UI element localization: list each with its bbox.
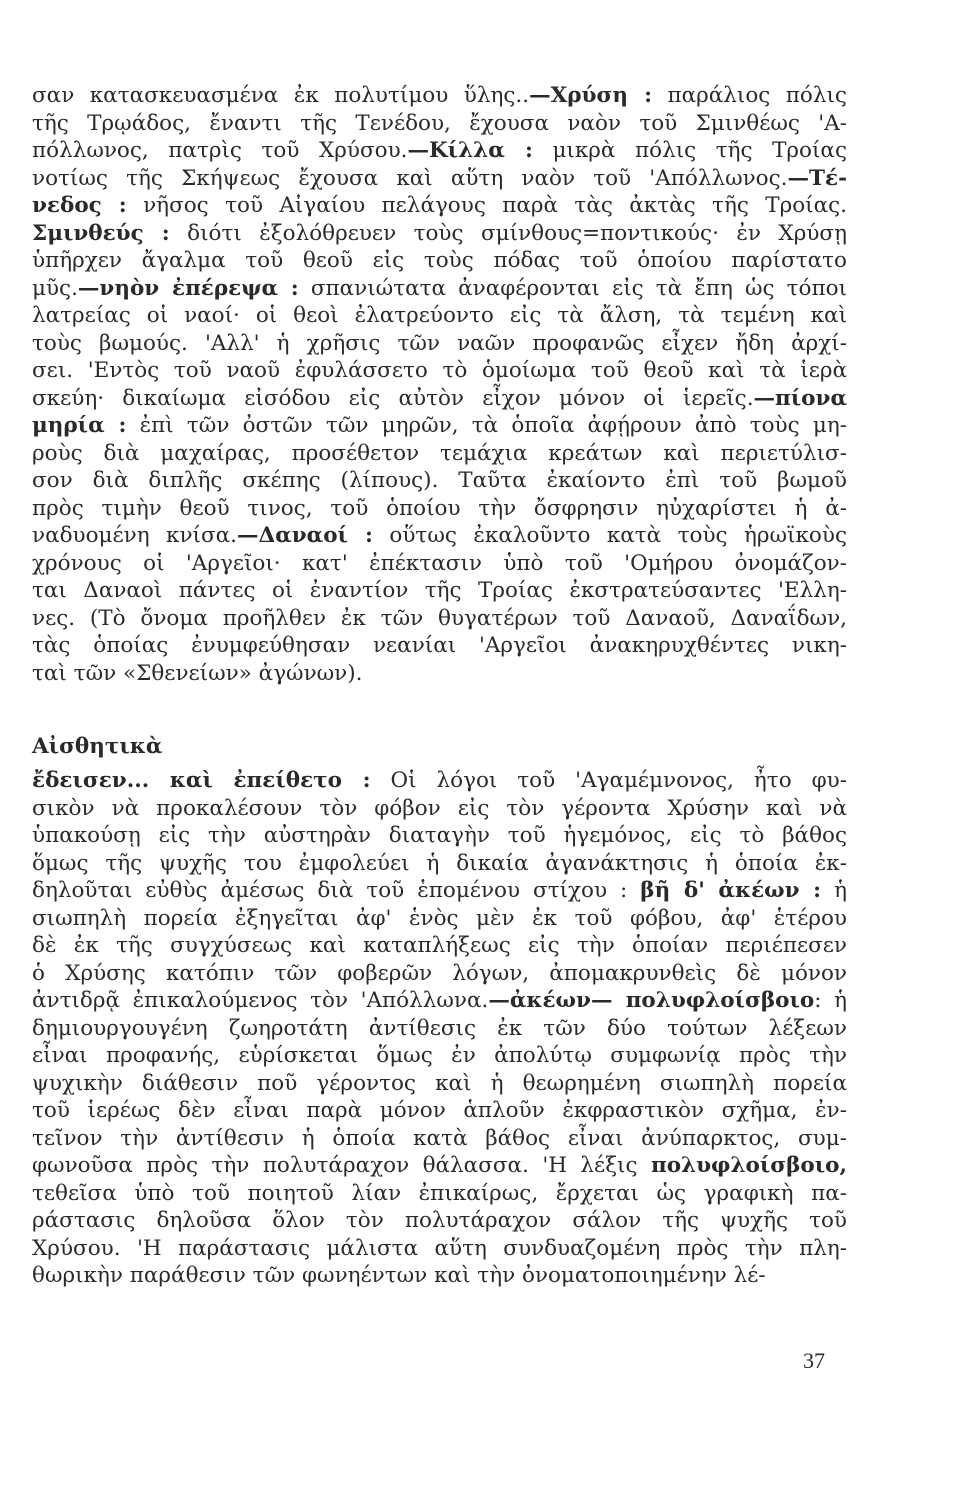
bold-term: ἔδεισεν... καὶ ἐπείθετο : <box>32 768 371 793</box>
bold-term: βῆ δ' ἀκέων : <box>640 878 822 903</box>
bold-term: μηρία : <box>32 413 127 438</box>
line-text: οὕτως ἐκαλοῦντο κατὰ τοὺς ἡρωϊκοὺς <box>372 523 847 548</box>
text-line <box>32 110 847 138</box>
text-line <box>32 275 847 303</box>
paragraph-aesthetics <box>32 767 847 1290</box>
line-text: ροὺς διὰ μαχαίρας, προσέθετον τεμάχια κρεάτων καὶ περιετύλισ- <box>32 440 847 466</box>
text-line <box>32 1097 847 1125</box>
line-text: νοτίως τῆς Σκήψεως ἔχουσα καὶ αὕτη ναὸν τοῦ 'Απόλλωνος. <box>32 165 788 191</box>
text-line <box>32 960 847 988</box>
line-text: σον διὰ διπλῆς σκέπης (λίπους). Ταῦτα ἐκαίοντο ἐπὶ τοῦ βωμοῦ <box>32 468 847 493</box>
text-line <box>32 1207 847 1235</box>
line-text: ταὶ τῶν «Σθενείων» ἀγώνων). <box>32 660 363 686</box>
text-line <box>32 440 847 468</box>
text-line <box>32 1042 847 1070</box>
text-line <box>32 1125 847 1153</box>
text-line <box>32 82 847 110</box>
line-text: τῆς Τρῳάδος, ἔναντι τῆς Τενέδου, ἔχουσα ναὸν τοῦ Σμινθέως 'Α- <box>32 110 847 136</box>
text-line <box>32 1235 847 1263</box>
line-text: ἡ <box>821 878 847 903</box>
bold-term: —Χρύση : <box>529 83 653 108</box>
text-line <box>32 330 847 358</box>
text-line <box>32 822 847 850</box>
bold-term: Σμινθεύς : <box>32 220 170 246</box>
line-text: τεῖνον τὴν ἀντίθεσιν ἡ ὁποία κατὰ βάθος εἶναι ἀνύπαρκτος, συμ- <box>32 1125 847 1151</box>
line-text: λατρείας οἱ ναοί· οἱ θεοὶ ἐλατρεύοντο εἰς τὰ ἄλση, τὰ τεμένη καὶ <box>32 303 847 328</box>
text-line <box>32 795 847 823</box>
text-line <box>32 165 847 193</box>
line-text: διότι ἐξολόθρευεν τοὺς σμίνθους=ποντικούς· ἐν Χρύσῃ <box>169 220 847 246</box>
text-line <box>32 137 847 165</box>
line-text: νῆσος τοῦ Αἰγαίου πελάγους παρὰ τὰς ἀκτὰς τῆς Τροίας. <box>126 193 847 218</box>
line-text: Οἱ λόγοι τοῦ 'Αγαμέμνονος, ἦτο φυ- <box>370 768 847 793</box>
text-line <box>32 302 847 330</box>
line-text: θωρικὴν παράθεσιν τῶν φωνηέντων καὶ τὴν ὀνοματοποιημένην λέ- <box>32 1263 766 1288</box>
line-text: πόλλωνος, πατρὶς τοῦ Χρύσου. <box>32 138 408 163</box>
line-text: φωνοῦσα πρὸς τὴν πολυτάραχον θάλασσα. 'Η λέξις <box>32 1153 651 1178</box>
text-line <box>32 385 847 413</box>
text-line <box>32 660 847 688</box>
bold-term: πολυφλοίσβοιο, <box>650 1153 847 1178</box>
line-text: μῦς. <box>32 275 78 301</box>
text-line <box>32 550 847 578</box>
text-line <box>32 605 847 633</box>
line-text: δημιουργουγένη ζωηροτάτη ἀντίθεσις ἐκ τῶν δύο τούτων λέξεων <box>32 1015 847 1041</box>
text-line <box>32 987 847 1015</box>
line-text: σαν κατασκευασμένα ἐκ πολυτίμου ὕλης.. <box>32 83 530 108</box>
text-line <box>32 850 847 878</box>
text-line <box>32 905 847 933</box>
line-text: νες. (Τὸ ὄνομα προῆλθεν ἐκ τῶν θυγατέρων τοῦ Δαναοῦ, Δαναΐδων, <box>32 605 847 631</box>
line-text: δὲ ἐκ τῆς συγχύσεως καὶ καταπλήξεως εἰς τὴν ὁποίαν περιέπεσεν <box>32 933 847 958</box>
bold-term: νεδος : <box>32 193 127 218</box>
line-text: χρόνους οἱ 'Αργεῖοι· κατ' ἐπέκτασιν ὑπὸ τοῦ 'Ομήρου ὀνομάζον- <box>32 550 847 576</box>
line-text: παράλιος πόλις <box>652 83 847 108</box>
line-text: ναδυομένη κνίσα. <box>32 523 238 548</box>
line-text: μικρὰ πόλις τῆς Τροίας <box>532 138 847 163</box>
line-text: ὅμως τῆς ψυχῆς του ἐμφολεύει ἡ δικαία ἀγανάκτησις ἡ ὁποία ἐκ- <box>32 850 847 876</box>
line-text: τεθεῖσα ὑπὸ τοῦ ποιητοῦ λίαν ἐπικαίρως, ἔρχεται ὡς γραφικὴ πα- <box>32 1180 847 1206</box>
line-text: ράστασις δηλοῦσα ὅλον τὸν πολυτάραχον σάλον τῆς ψυχῆς τοῦ <box>32 1208 847 1233</box>
line-text: δηλοῦται εὐθὺς ἀμέσως διὰ τοῦ ἑπομένου στίχου : <box>32 878 641 903</box>
line-text: ἐπὶ τῶν ὀστῶν τῶν μηρῶν, τὰ ὁποῖα ἀφῄρουν ἀπὸ τοὺς μη- <box>126 413 847 438</box>
line-text: εἶναι προφανής, εὑρίσκεται ὅμως ἐν ἀπολύτῳ συμφωνίᾳ πρὸς τὴν <box>32 1043 847 1068</box>
text-line <box>32 412 847 440</box>
text-line <box>32 192 847 220</box>
text-line <box>32 1152 847 1180</box>
line-text: σει. 'Εντὸς τοῦ ναοῦ ἐφυλάσσετο τὸ ὁμοίωμα τοῦ θεοῦ καὶ τὰ ἱερὰ <box>32 358 847 383</box>
text-line <box>32 877 847 905</box>
line-text: ψυχικὴν διάθεσιν ποῦ γέροντος καὶ ἡ θεωρημένη σιωπηλὴ πορεία <box>32 1070 847 1096</box>
line-text: ὁ Χρύσης κατόπιν τῶν φοβερῶν λόγων, ἀπομακρυνθεὶς δὲ μόνον <box>32 960 847 986</box>
text-line <box>32 467 847 495</box>
section-heading: Αἰσθητικὰ <box>32 734 163 759</box>
bold-term: —Κίλλα : <box>407 138 533 163</box>
text-line <box>32 247 847 275</box>
text-line <box>32 357 847 385</box>
line-text: τὰς ὁποίας ἐνυμφεύθησαν νεανίαι 'Αργεῖοι ἀνακηρυχθέντες νικη- <box>32 633 847 658</box>
text-line <box>32 522 847 550</box>
line-text: Χρύσου. 'Η παράστασις μάλιστα αὕτη συνδυαζομένη πρὸς τὴν πλη- <box>32 1235 847 1261</box>
bold-term: —Δαναοί : <box>237 523 373 548</box>
text-line <box>32 220 847 248</box>
line-text: τοῦ ἱερέως δὲν εἶναι παρὰ μόνον ἁπλοῦν ἐκφραστικὸν σχῆμα, ἐν- <box>32 1098 847 1123</box>
line-text: πρὸς τιμὴν θεοῦ τινος, τοῦ ὁποίου τὴν ὄσφρησιν ηὐχαρίστει ἡ ἀ- <box>32 495 847 521</box>
text-line <box>32 1180 847 1208</box>
text-line <box>32 1262 847 1290</box>
line-text: ὑπακούσῃ εἰς τὴν αὐστηρὰν διαταγὴν τοῦ ἡγεμόνος, εἰς τὸ βάθος <box>32 823 847 848</box>
line-text: : ἡ <box>814 988 847 1013</box>
bold-term: —νηὸν ἐπέρεψα : <box>77 275 299 301</box>
paragraph-glossary <box>32 82 847 687</box>
text-line <box>32 577 847 605</box>
line-text: σκεύη· δικαίωμα εἰσόδου εἰς αὐτὸν εἶχον μόνον οἱ ἱερεῖς. <box>32 385 754 411</box>
bold-term: —πίονα <box>753 385 847 411</box>
text-line <box>32 632 847 660</box>
line-text: ται Δαναοὶ πάντες οἱ ἐναντίον τῆς Τροίας ἐκστρατεύσαντες 'Ελλη- <box>32 578 847 603</box>
line-text: τοὺς βωμούς. 'Αλλ' ἡ χρῆσις τῶν ναῶν προφανῶς εἶχεν ἤδη ἀρχί- <box>32 330 847 356</box>
line-text: σπανιώτατα ἀναφέρονται εἰς τὰ ἔπη ὡς τόποι <box>298 275 847 301</box>
text-line <box>32 1070 847 1098</box>
text-line <box>32 1015 847 1043</box>
text-line <box>32 767 847 795</box>
line-text: σικὸν νὰ προκαλέσουν τὸν φόβον εἰς τὸν γέροντα Χρύσην καὶ νὰ <box>32 795 847 821</box>
line-text: ὑπῆρχεν ἄγαλμα τοῦ θεοῦ εἰς τοὺς πόδας τοῦ ὁποίου παρίστατο <box>32 248 847 273</box>
bold-term: —ἀκέων— πολυφλοίσβοιο <box>488 988 815 1013</box>
bold-term: —Τέ- <box>787 165 847 191</box>
line-text: σιωπηλὴ πορεία ἐξηγεῖται ἀφ' ἑνὸς μὲν ἐκ τοῦ φόβου, ἀφ' ἑτέρου <box>32 905 847 931</box>
line-text: ἀντιδρᾷ ἐπικαλούμενος τὸν 'Απόλλωνα. <box>32 988 489 1013</box>
text-line <box>32 932 847 960</box>
text-line <box>32 495 847 523</box>
page-number: 37 <box>803 1348 825 1373</box>
